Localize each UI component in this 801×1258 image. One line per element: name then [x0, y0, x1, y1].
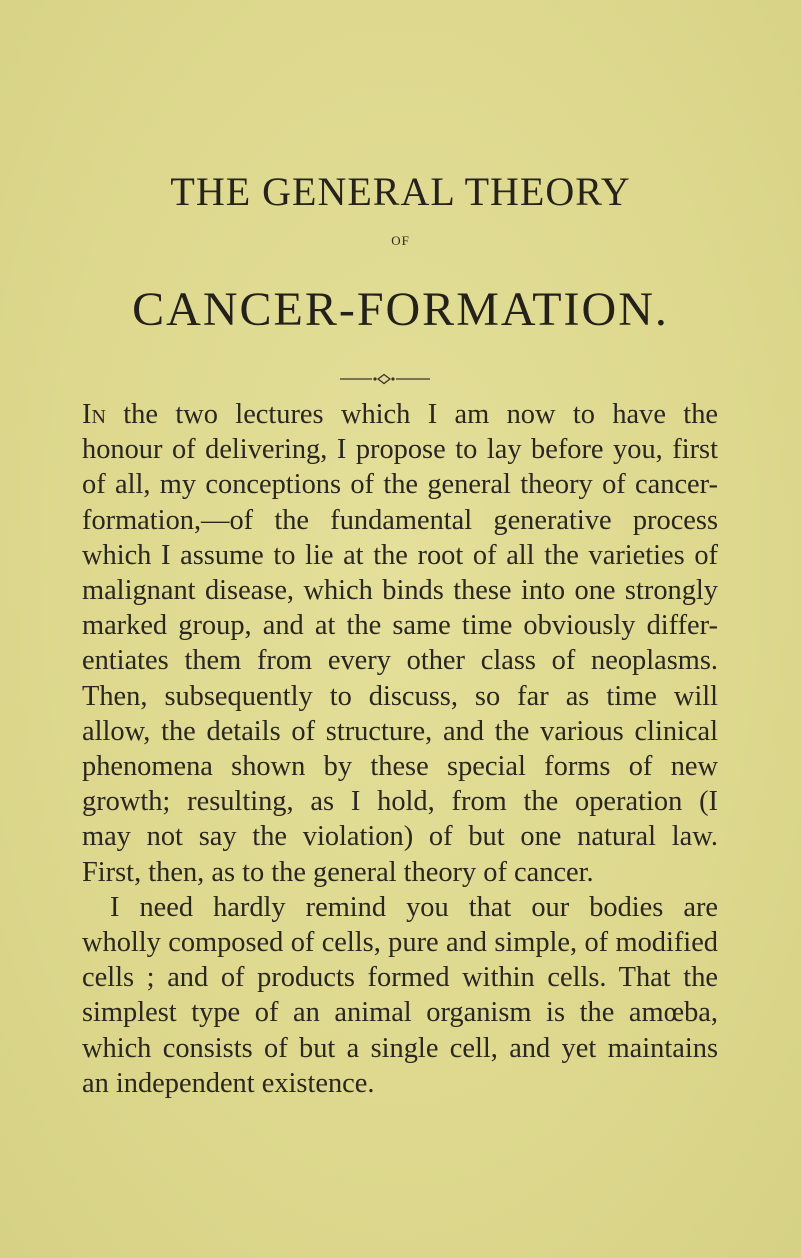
- text-line: an independent existence.: [82, 1067, 375, 1099]
- body-text: [82, 397, 718, 1101]
- text-line: growth; resulting, as I hold, from the operation (I: [82, 786, 718, 818]
- text-line: wholly composed of cells, pure and simple, of modified: [82, 927, 718, 959]
- text-line: malignant disease, which binds these into one strongly: [82, 575, 718, 607]
- text-line: entiates them from every other class of neoplasms.: [82, 645, 718, 677]
- text-line: formation,—of the fundamental generative process: [82, 504, 718, 536]
- text-line: which I assume to lie at the root of all the varieties of: [82, 539, 718, 571]
- text-line: allow, the details of structure, and the various clinical: [82, 715, 718, 747]
- text-line: In the two lectures which I am now to have the: [82, 399, 718, 430]
- text-line: Then, subsequently to discuss, so far as time will: [82, 680, 718, 712]
- text-line: cells ; and of products formed within cells. That the: [82, 962, 718, 994]
- title-line-2: OF: [391, 233, 410, 248]
- text-line: simplest type of an animal organism is the amœba,: [82, 997, 718, 1029]
- lead-word: In: [82, 399, 106, 430]
- text-line: phenomena shown by these special forms of new: [82, 751, 718, 783]
- text-line: which consists of but a single cell, and yet maintains: [82, 1032, 718, 1064]
- text-line: First, then, as to the general theory of cancer.: [82, 856, 594, 888]
- text-line: I need hardly remind you that our bodies are: [110, 891, 718, 923]
- text-line: honour of delivering, I propose to lay before you, first: [82, 434, 718, 466]
- text-line: may not say the violation) of but one natural law.: [82, 821, 718, 853]
- title-line-3: CANCER-FORMATION.: [132, 283, 669, 336]
- paragraph-1: [82, 397, 718, 890]
- ornament-rule-icon: [340, 372, 430, 386]
- text-line: of all, my conceptions of the general theory of cancer-: [82, 469, 718, 501]
- text-line: marked group, and at the same time obviously differ-: [82, 610, 718, 642]
- paragraph-2: [82, 890, 718, 1101]
- title-line-1: THE GENERAL THEORY: [170, 169, 631, 214]
